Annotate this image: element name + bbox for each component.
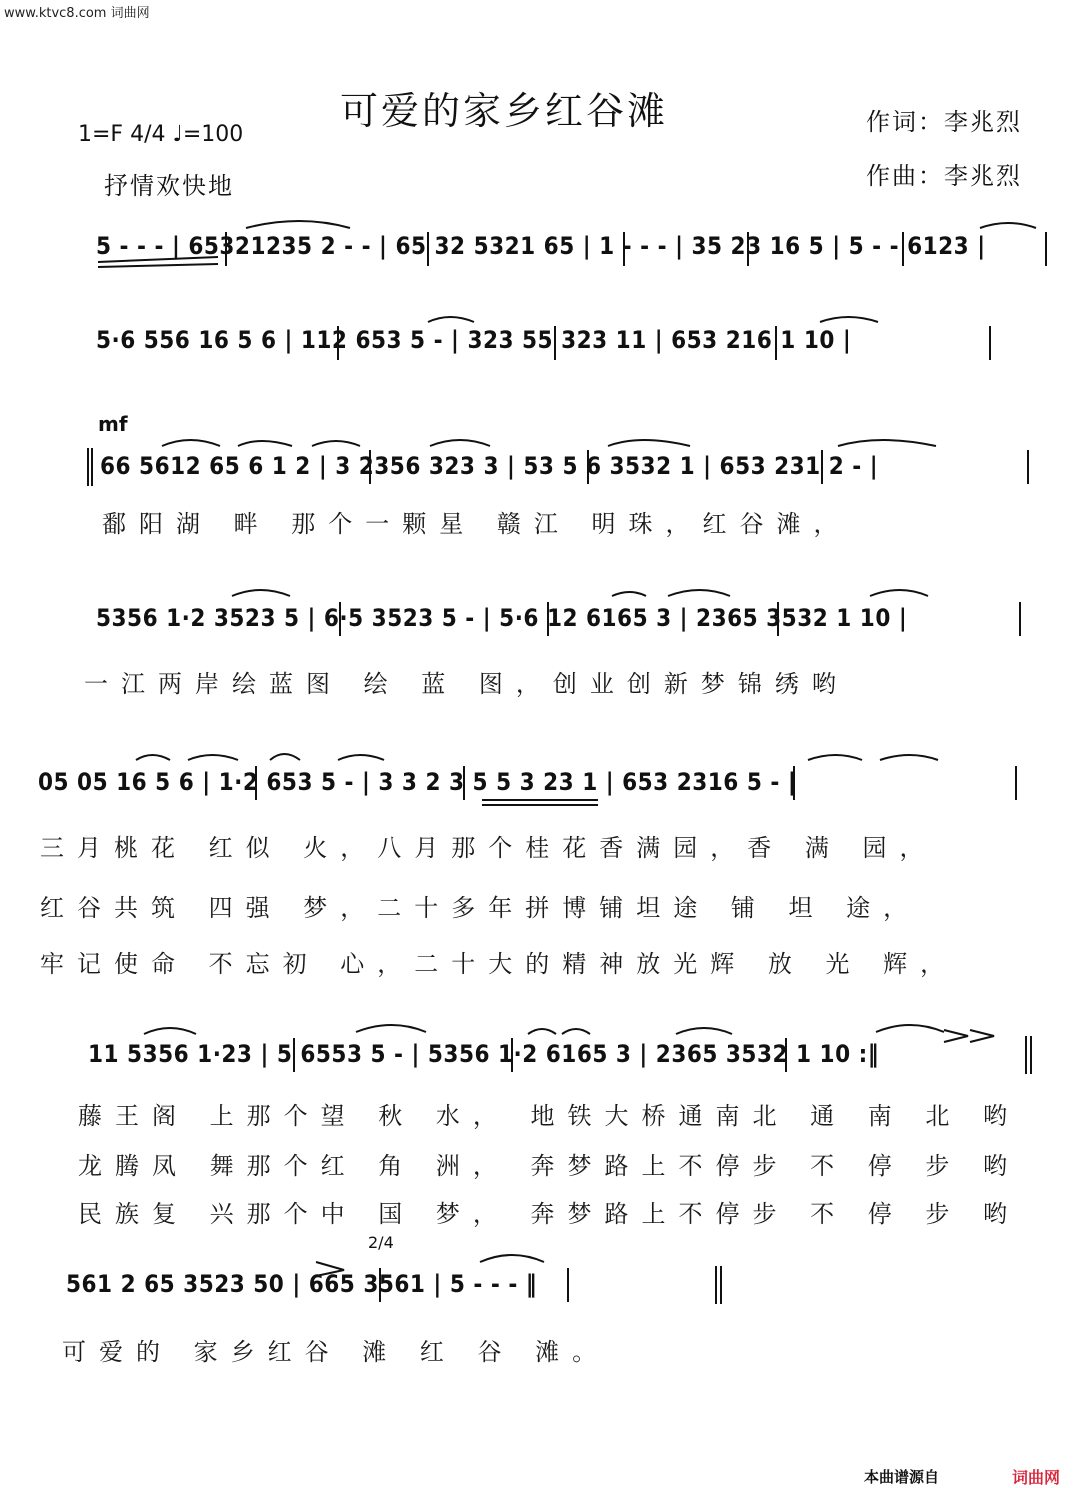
site-label: www.ktvc8.com 词曲网 [4,6,150,21]
lyricist-credit: 作词：李兆烈 [866,108,1022,136]
notation-row-4: 5356 1·2 3523 5 | 6·5 3523 5 - | 5·6 12 6165 3 | 2365 3532 1 10 | [96,604,908,632]
lyric-line-5: 牢记使命 不忘初 心，二十大的精神放光辉 放 光 辉， [40,950,958,978]
notation-row-1: 5 - - - | 65321235 2 - - | 65 32 5321 65 | 1 - - - | 35 23 16 5 | 5 - - 6123 | [96,232,986,260]
notation-row-3: 66 5612 65 6 1 2 | 3 2356 323 3 | 53 5 6 3532 1 | 653 231 2 - | [100,452,879,480]
time-signature-change: 2/4 [368,1233,394,1252]
lyric-line-1: 鄱阳湖 畔 那个一颗星 赣江 明珠，红谷滩， [102,510,851,538]
key-tempo: 1=F 4/4 ♩=100 [78,122,244,147]
source-label: 本曲谱源自 [864,1468,940,1486]
notation-row-2: 5·6 556 16 5 6 | 112 653 5 - | 323 55 323 11 | 653 216 1 10 | [96,326,852,354]
notation-row-5: 05 05 16 5 6 | 1·2 653 5 - | 3 3 2 3 5 5 3 23 1 | 653 2316 5 - | [38,768,797,796]
lyric-line-7: 龙腾凤 舞那个红 角 洲， 奔梦路上不停步 不 停 步 哟 [78,1152,1021,1180]
song-title: 可爱的家乡红谷滩 [340,89,669,133]
lyric-line-9: 可爱的 家乡红谷 滩 红 谷 滩。 [62,1338,610,1366]
expression-mark: 抒情欢快地 [104,172,234,200]
lyric-line-4: 红谷共筑 四强 梦，二十多年拼博铺坦途 铺 坦 途， [40,894,921,922]
notation-row-6: 11 5356 1·23 | 5 6553 5 - | 5356 1·2 6165 3 | 2365 3532 1 10 :‖ [88,1040,880,1068]
dynamic-mark: mf [98,412,128,436]
composer-credit: 作曲：李兆烈 [866,162,1022,190]
notation-row-7: 561 2 65 3523 50 | 665 3561 | 5 - - - ‖ [66,1270,538,1298]
brand-logo[interactable]: 词曲网 [1012,1468,1061,1487]
lyric-line-2: 一江两岸绘蓝图 绘 蓝 图，创业创新梦锦绣哟 [84,670,849,698]
lyric-line-3: 三月桃花 红似 火，八月那个桂花香满园，香 满 园， [40,834,937,862]
lyric-line-6: 藤王阁 上那个望 秋 水， 地铁大桥通南北 通 南 北 哟 [78,1102,1021,1130]
lyric-line-8: 民族复 兴那个中 国 梦， 奔梦路上不停步 不 停 步 哟 [78,1200,1021,1228]
